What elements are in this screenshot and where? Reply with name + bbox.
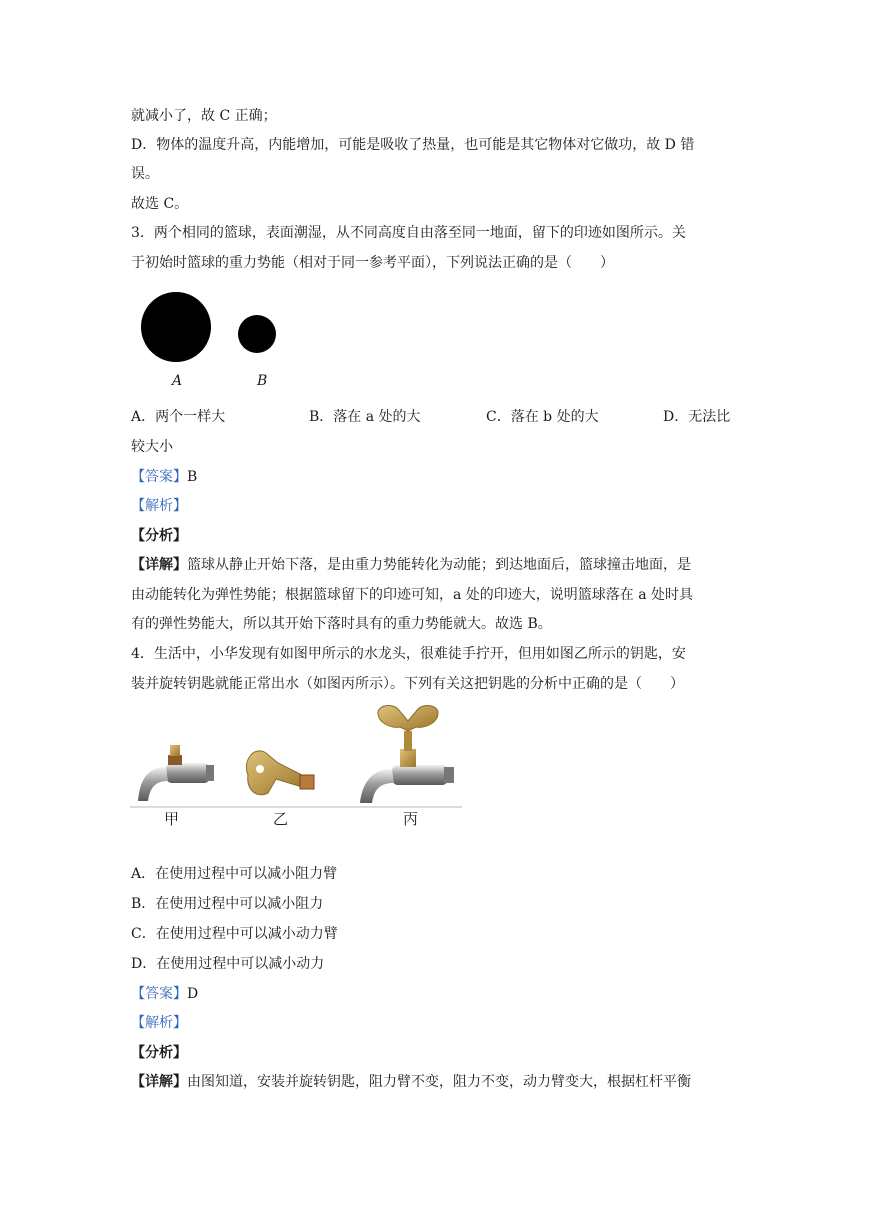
question-4-stem: 装并旋转钥匙就能正常出水（如图丙所示）。下列有关这把钥匙的分析中正确的是（ ）	[131, 676, 684, 692]
figure-label-a: A	[172, 373, 183, 389]
figure-label-b: B	[257, 373, 268, 389]
detail-line	[131, 1072, 691, 1092]
text-line: D．物体的温度升高，内能增加，可能是吸收了热量，也可能是其它物体对它做功，故 D 错	[131, 137, 695, 153]
option-c: C．在使用过程中可以减小动力臂	[131, 926, 338, 942]
option-b: B．在使用过程中可以减小阻力	[131, 896, 324, 912]
detail-tag: 【详解】	[131, 1074, 187, 1090]
caption-jia: 甲	[164, 810, 180, 828]
answer-tag: 【答案】	[131, 469, 187, 485]
answer-line	[131, 984, 198, 1004]
option-d: D．在使用过程中可以减小动力	[131, 956, 325, 972]
text-line: 故选 C。	[131, 196, 189, 212]
analysis-tag: 【解析】	[131, 498, 187, 514]
caption-bing: 丙	[403, 810, 419, 828]
question-3-stem: 3．两个相同的篮球，表面潮湿，从不同高度自由落至同一地面，留下的印迹如图所示。关	[131, 225, 686, 241]
answer-value: D	[187, 986, 199, 1002]
fenxi-tag: 【分析】	[131, 528, 187, 544]
detail-line: 有的弹性势能大，所以其开始下落时具有的重力势能就大。故选 B。	[131, 616, 552, 632]
detail-line	[131, 555, 691, 575]
question-3-stem: 于初始时篮球的重力势能（相对于同一参考平面），下列说法正确的是（ ）	[131, 255, 614, 271]
question-4-stem: 4．生活中，小华发现有如图甲所示的水龙头，很难徒手拧开，但用如图乙所示的钥匙，安	[131, 646, 686, 662]
detail-text: 由图知道，安装并旋转钥匙，阻力臂不变，阻力不变，动力臂变大，根据杠杆平衡	[187, 1074, 691, 1090]
answer-tag: 【答案】	[131, 986, 187, 1002]
detail-line: 由动能转化为弹性势能；根据篮球留下的印迹可知，a 处的印迹大，说明篮球落在 a 处时具	[131, 587, 694, 603]
option-a: A．在使用过程中可以减小阻力臂	[131, 866, 338, 882]
fenxi-tag: 【分析】	[131, 1045, 187, 1061]
option-d-continued: 较大小	[131, 439, 173, 455]
option-a: A．两个一样大	[131, 409, 226, 425]
answer-value: B	[187, 469, 198, 485]
faucet-key-figure	[130, 703, 462, 808]
detail-text: 篮球从静止开始下落，是由重力势能转化为动能；到达地面后，篮球撞击地面，是	[187, 557, 691, 573]
detail-tag: 【详解】	[131, 557, 187, 573]
text-line: 就减小了，故 C 正确；	[131, 108, 277, 124]
text-line: 误。	[131, 166, 159, 182]
option-d: D．无法比	[663, 409, 731, 425]
large-mark-a	[141, 292, 211, 362]
option-b: B．落在 a 处的大	[309, 409, 421, 425]
option-c: C．落在 b 处的大	[486, 409, 599, 425]
caption-yi: 乙	[273, 810, 289, 828]
small-mark-b	[238, 315, 276, 353]
answer-line	[131, 467, 197, 487]
analysis-tag: 【解析】	[131, 1015, 187, 1031]
